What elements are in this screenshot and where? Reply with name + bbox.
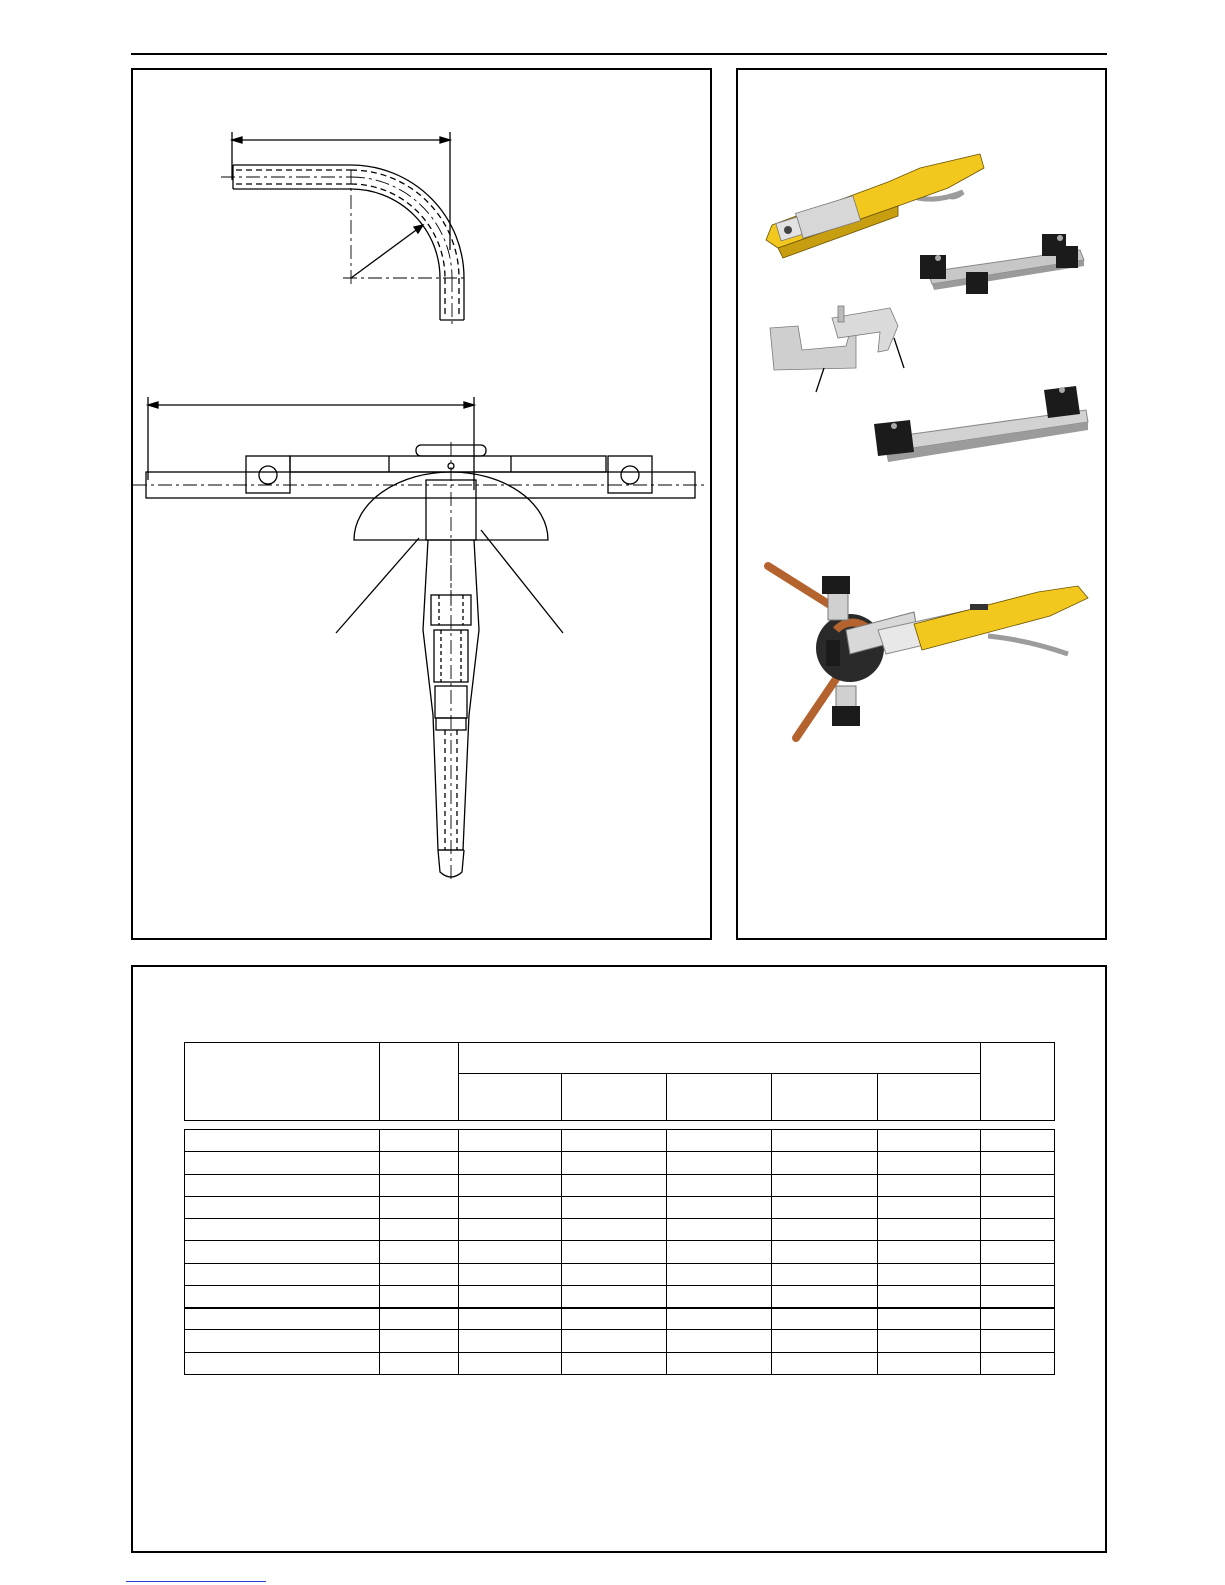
photo-panel [736,68,1107,940]
table-cell [458,1263,562,1285]
table-cell [877,1285,981,1307]
table-cell [666,1174,772,1196]
table-cell [185,1130,380,1152]
table-cell [458,1241,562,1263]
table-cell [981,1219,1055,1241]
table-cell [981,1263,1055,1285]
table-cell [562,1152,667,1174]
table-cell [772,1308,878,1330]
table-cell [666,1263,772,1285]
table-cell [562,1330,667,1352]
table-header-cell [458,1074,562,1121]
table-cell [562,1285,667,1307]
table-row [185,1285,1055,1307]
spec-table-body [184,1129,1055,1375]
table-row [185,1352,1055,1374]
bender-drawing [133,397,708,882]
table-cell [772,1352,878,1374]
table-cell [772,1174,878,1196]
table-row [185,1196,1055,1218]
table-cell [772,1285,878,1307]
table-cell [562,1308,667,1330]
table-cell [380,1196,459,1218]
table-cell [772,1196,878,1218]
table-cell [772,1219,878,1241]
table-cell [185,1352,380,1374]
table-cell [458,1352,562,1374]
table-cell [772,1330,878,1352]
table-cell [185,1152,380,1174]
table-cell [380,1308,459,1330]
table-cell [772,1241,878,1263]
top-rule [131,53,1107,55]
drawing-panel [131,68,712,940]
table-header-group-cell [458,1043,981,1074]
table-cell [185,1241,380,1263]
table-cell [185,1308,380,1330]
table-cell [666,1285,772,1307]
table-cell [877,1152,981,1174]
table-row [185,1308,1055,1330]
table-row [185,1330,1055,1352]
table-cell [877,1330,981,1352]
table-cell [981,1352,1055,1374]
table-cell [380,1330,459,1352]
table-cell [185,1330,380,1352]
table-cell [877,1263,981,1285]
table-cell [666,1352,772,1374]
table-header-cell [772,1074,878,1121]
technical-drawing [133,70,710,938]
table-cell [666,1330,772,1352]
table-cell [877,1241,981,1263]
table-cell [562,1219,667,1241]
bent-tube-drawing [221,132,468,328]
table-cell [185,1263,380,1285]
table-cell [380,1241,459,1263]
table-cell [458,1152,562,1174]
table-header-cell [981,1043,1055,1121]
table-cell [380,1352,459,1374]
slide-bar-photo [920,234,1084,294]
table-cell [458,1308,562,1330]
table-cell [877,1219,981,1241]
table-cell [185,1174,380,1196]
table-row [185,1130,1055,1152]
table-cell [380,1152,459,1174]
table-cell [772,1130,878,1152]
table-cell [877,1196,981,1218]
table-cell [981,1330,1055,1352]
table-cell [380,1130,459,1152]
spec-table-header [184,1042,1055,1121]
product-photos [738,70,1105,938]
table-cell [877,1174,981,1196]
table-cell [380,1174,459,1196]
table-cell [666,1241,772,1263]
slide-bar-photo-2 [874,386,1088,462]
table-cell [877,1352,981,1374]
table-cell [458,1196,562,1218]
table-cell [666,1219,772,1241]
table-cell [185,1219,380,1241]
table-row [185,1263,1055,1285]
footer-link[interactable] [126,1581,266,1582]
table-cell [666,1130,772,1152]
table-row [185,1152,1055,1174]
table-cell [458,1285,562,1307]
table-header-cell [666,1074,772,1121]
table-header-cell [380,1043,459,1121]
table-row [185,1241,1055,1263]
table-cell [666,1308,772,1330]
table-panel [131,965,1107,1553]
table-cell [666,1152,772,1174]
table-cell [458,1219,562,1241]
table-cell [981,1308,1055,1330]
table-row [185,1219,1055,1241]
table-cell [877,1308,981,1330]
table-cell [562,1196,667,1218]
table-cell [185,1196,380,1218]
table-cell [380,1219,459,1241]
table-header-cell [877,1074,981,1121]
table-cell [562,1130,667,1152]
yellow-bender-photo [766,154,984,258]
table-cell [981,1196,1055,1218]
table-cell [458,1174,562,1196]
table-cell [562,1174,667,1196]
table-cell [981,1285,1055,1307]
table-cell [666,1196,772,1218]
table-cell [458,1130,562,1152]
table-cell [562,1352,667,1374]
table-cell [380,1263,459,1285]
stop-pieces-photo [770,306,904,392]
table-cell [981,1152,1055,1174]
table-header-cell [562,1074,667,1121]
table-cell [981,1130,1055,1152]
table-cell [562,1241,667,1263]
table-cell [981,1174,1055,1196]
table-cell [185,1285,380,1307]
table-row [185,1174,1055,1196]
table-cell [458,1330,562,1352]
table-header-cell [185,1043,380,1121]
table-cell [877,1130,981,1152]
table-cell [772,1152,878,1174]
table-cell [562,1263,667,1285]
table-cell [772,1263,878,1285]
table-cell [380,1285,459,1307]
table-cell [981,1241,1055,1263]
assembled-bender-photo [768,566,1088,738]
